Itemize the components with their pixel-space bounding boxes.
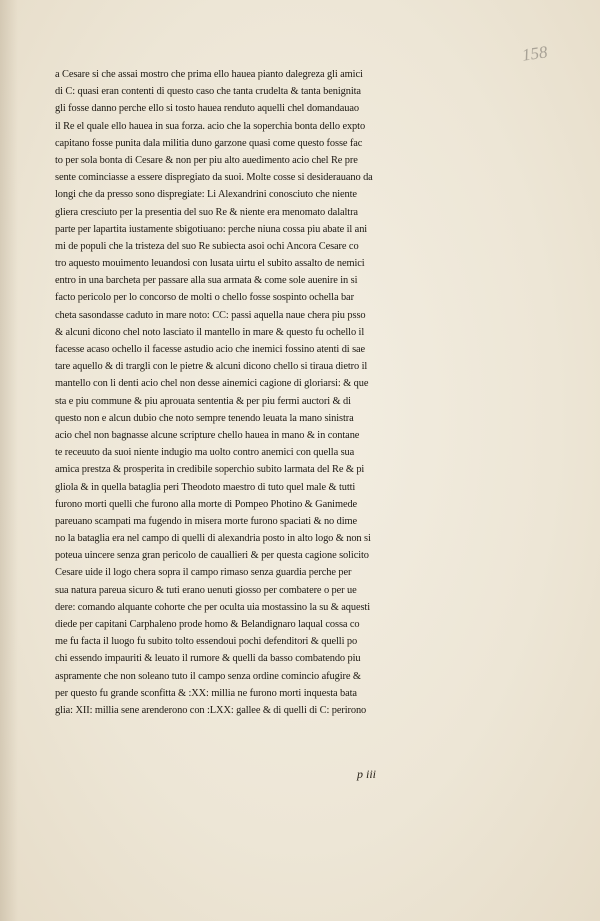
folio-number: 158: [520, 42, 549, 65]
text-line: dere: comando alquante cohorte che per oculta uia mostassino la su & aquesti: [55, 601, 370, 613]
page-edge-shadow: [0, 0, 18, 921]
text-line: to per sola bonta di Cesare & non per piu alto auedimento acio chel Re pre: [55, 154, 358, 166]
text-line: me fu facta il luogo fu subito tolto essendoui pochi defenditori & quelli po: [55, 636, 358, 648]
text-line: cheta sasondasse caduto in mare noto: CC: passi aquella naue chera piu psso: [55, 309, 366, 321]
text-line: acio chel non bagnasse alcune scripture chello hauea in mano & in contane: [55, 429, 360, 441]
text-line: mi de populi che la tristeza del suo Re subiecta asoi ochi Ancora Cesare co: [55, 240, 359, 252]
text-line: gliola & in quella bataglia peri Theodoto maestro di tuto quel male & tutti: [55, 481, 356, 493]
text-line: te receuuto da suoi niente indugio ma uolto contro anemici con quella sua: [55, 447, 355, 459]
text-line: entro in una barcheta per passare alla sua armata & come sole auenire in si: [55, 275, 358, 287]
signature-mark: p iii: [357, 767, 377, 781]
text-line: il Re el quale ello hauea in sua forza. acio che la soperchia bonta dello expto: [55, 120, 366, 132]
text-line: di C: quasi eran contenti di questo caso che tanta crudelta & tanta benignita: [55, 86, 361, 98]
text-line: tare aquello & di trargli con le pietre & alcuni dicono chello si tiraua dietro il: [55, 361, 368, 373]
text-line: longi che da presso sono dispregiate: Li Alexandrini conosciuto che niente: [55, 189, 357, 201]
text-line: questo non e alcun dubio che noto sempre tenendo leuata la mano sinistra: [55, 412, 354, 424]
text-line: sta e piu commune & piu aprouata sententia & per piu fermi auctori & di: [55, 395, 351, 407]
text-line: sente cominciasse a essere dispregiato da suoi. Molte cosse si desiderauano da: [55, 172, 373, 184]
text-line: sua natura pareua sicuro & tuti erano uenuti giosso per combatere o per ue: [55, 584, 357, 596]
text-block: [55, 66, 480, 719]
text-line: tro aquesto mouimento leuandosi con lusata uirtu el subito assalto de nemici: [55, 258, 365, 270]
text-line: furono morti quelli che furono alla morte di Pompeo Photino & Ganimede: [55, 498, 358, 510]
text-line: Cesare uide il logo chera sopra il campo rimaso senza guardia perche per: [55, 567, 352, 579]
text-line: per questo fu grande sconfitta & :XX: millia ne furono morti inquesta bata: [55, 687, 357, 699]
text-line: a Cesare si che assai mostro che prima ello hauea pianto dalegreza gli amici: [55, 69, 363, 80]
text-line: aspramente che non soleano tuto il campo senza ordine comincio afugire &: [55, 670, 361, 682]
text-line: gli fosse danno perche ello si tosto hauea renduto aquelli chel domandauao: [55, 103, 359, 115]
text-line: parte per lapartita iustamente sbigotiuano: perche niuna cossa piu abate il ani: [55, 223, 368, 235]
text-line: amica prestza & prosperita in credibile soperchio subito larmata del Re & pi: [55, 464, 365, 476]
text-line: facesse acaso ochello il facesse astudio acio che inemici fossino atenti di sae: [55, 344, 366, 355]
text-line: & alcuni dicono chel noto lasciato il mantello in mare & questo fu ochello il: [55, 326, 365, 338]
text-line: poteua uincere senza gran pericolo de cauallieri & per questa cagione solicito: [55, 550, 369, 562]
text-line: diede per capitani Carphaleno prode homo & Belandignaro laqual cossa co: [55, 619, 360, 630]
text-line: chi essendo impauriti & leuato il rumore & quelli da basso combatendo piu: [55, 653, 361, 665]
text-line: pareuano scampati ma fugendo in misera morte furono spaciati & no dime: [55, 515, 358, 527]
text-line: gliera cresciuto per la presentia del suo Re & niente era menomato dalaltra: [55, 206, 358, 218]
text-line: mantello con li denti acio chel non desse ainemici cagione di gloriarsi: & que: [55, 378, 369, 390]
text-line: facto pericolo per lo concorso de molti o chello fosse sospinto ochella bar: [55, 292, 354, 304]
text-line: no la bataglia era nel campo di quelli di alexandria posto in alto logo & non si: [55, 533, 371, 545]
text-line: capitano fosse punita dala militia duno garzone quasi come questo fosse fac: [55, 137, 363, 149]
text-line: glia: XII: millia sene arenderono con :LXX: gallee & di quelli di C: perirono: [55, 704, 367, 716]
